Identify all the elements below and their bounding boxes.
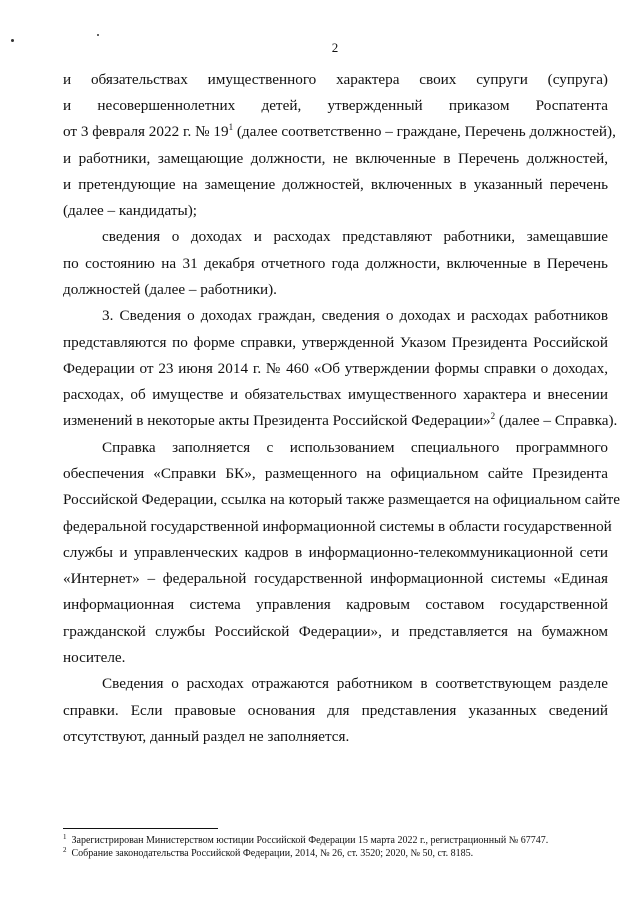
text-line: Справка заполняется с использованием специального программного: [102, 439, 608, 456]
text-line: федеральной государственной информационной системы в области государственной: [63, 518, 612, 535]
text-line: отсутствуют, данный раздел не заполняется.: [63, 728, 350, 745]
text-line: и обязательствах имущественного характера своих супруги (супруга): [63, 71, 608, 88]
text-line: должностей (далее – работники).: [63, 281, 277, 298]
footnote: $^2$ Собрание законодательства Российской Федерации, 2014, № 26, ст. 3520; 2020, № 50, ст. 8185.: [63, 846, 474, 859]
text-line: справки. Если правовые основания для представления указанных сведений: [63, 702, 608, 719]
text-line: по состоянию на 31 декабря отчетного года должности, включенные в Перечень: [63, 255, 608, 272]
text-line: и работники, замещающие должности, не включенные в Перечень должностей,: [63, 150, 608, 167]
footnote-ref: 1: [228, 122, 234, 132]
text-line: службы и управленческих кадров в информационно-телекоммуникационной сети: [63, 544, 608, 561]
footnote-ref: 2: [490, 411, 496, 421]
text-line: гражданской службы Российской Федерации», и представляется на бумажном: [63, 623, 608, 640]
text-line: Российской Федерации, ссылка на который также размещается на официальном сайте: [63, 491, 620, 508]
text-line: носителе.: [63, 649, 126, 666]
page-number: 2: [331, 40, 339, 55]
text-line: 3. Сведения о доходах граждан, сведения о доходах и расходах работников: [102, 307, 608, 324]
text-line: Сведения о расходах отражаются работником в соответствующем разделе: [102, 675, 608, 692]
text-line: обеспечения «Справки БК», размещенного на официальном сайте Президента: [63, 465, 608, 482]
text-line: представляются по форме справки, утвержденной Указом Президента Российской: [63, 334, 608, 351]
footnote-separator: [63, 828, 218, 829]
text-line: «Интернет» – федеральной государственной информационной системы «Единая: [63, 570, 608, 587]
text-line: сведения о доходах и расходах представляют работники, замещавшие: [102, 228, 608, 245]
text-line: расходах, об имуществе и обязательствах имущественного характера и внесении: [63, 386, 608, 403]
text-line: изменений в некоторые акты Президента Российской Федерации»$^2$ (далее – Справка).: [63, 411, 618, 429]
text-line: и несовершеннолетних детей, утвержденный приказом Роспатента: [63, 97, 608, 114]
footnote: $^1$ Зарегистрирован Министерством юстиции Российской Федерации 15 марта 2022 г., регистрационный № 67747.: [63, 833, 549, 846]
scan-speck: [97, 34, 99, 36]
text-line: Федерации от 23 июня 2014 г. № 460 «Об утверждении формы справки о доходах,: [63, 360, 608, 377]
text-line: от 3 февраля 2022 г. № $19^1$ (далее соответственно – граждане, Перечень должностей),: [63, 122, 616, 140]
text-line: (далее – кандидаты);: [63, 202, 197, 219]
text-line: информационная система управления кадровым составом государственной: [63, 596, 608, 613]
text-line: и претендующие на замещение должностей, включенных в указанный перечень: [63, 176, 608, 193]
